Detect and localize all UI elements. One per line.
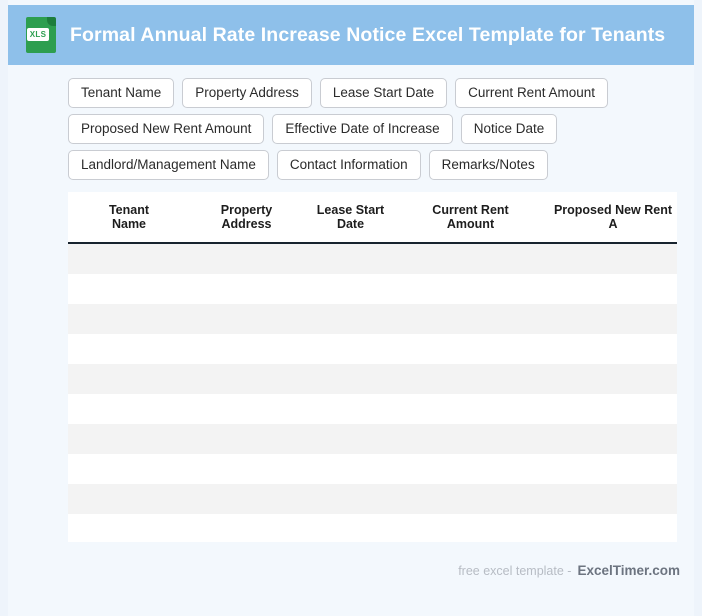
column-header-line2: A xyxy=(608,217,618,231)
table-cell[interactable] xyxy=(68,484,190,514)
field-chip-row xyxy=(68,114,638,144)
table-cell[interactable] xyxy=(398,334,543,364)
table-cell[interactable] xyxy=(398,364,543,394)
column-header-tenant-name xyxy=(68,192,190,243)
field-chip-list xyxy=(68,78,638,186)
column-header-lease-start-date xyxy=(303,192,398,243)
table-cell[interactable] xyxy=(303,454,398,484)
table-row[interactable] xyxy=(68,514,677,542)
table-cell[interactable] xyxy=(398,484,543,514)
table-cell[interactable] xyxy=(303,243,398,274)
column-header-line2: Date xyxy=(336,217,365,231)
table-cell[interactable] xyxy=(543,394,677,424)
table-cell[interactable] xyxy=(190,484,303,514)
table-cell[interactable] xyxy=(190,304,303,334)
field-chip-remarks-notes[interactable]: Remarks/Notes xyxy=(429,150,548,180)
table-cell[interactable] xyxy=(190,454,303,484)
table-row[interactable] xyxy=(68,274,677,304)
table-cell[interactable] xyxy=(68,364,190,394)
table-cell[interactable] xyxy=(303,394,398,424)
table-cell[interactable] xyxy=(68,424,190,454)
table-cell[interactable] xyxy=(303,514,398,542)
excel-icon-fold xyxy=(47,17,56,26)
table-row[interactable] xyxy=(68,394,677,424)
table-row[interactable] xyxy=(68,304,677,334)
table-cell[interactable] xyxy=(543,243,677,274)
column-header-line1: Property xyxy=(220,203,273,217)
field-chip-lease-start-date[interactable]: Lease Start Date xyxy=(320,78,447,108)
table-cell[interactable] xyxy=(543,274,677,304)
field-chip-contact-information[interactable]: Contact Information xyxy=(277,150,421,180)
table-cell[interactable] xyxy=(68,454,190,484)
table-cell[interactable] xyxy=(398,274,543,304)
field-chip-current-rent-amount[interactable]: Current Rent Amount xyxy=(455,78,608,108)
column-header-current-rent-amount xyxy=(398,192,543,243)
table-row[interactable] xyxy=(68,454,677,484)
table-cell[interactable] xyxy=(543,454,677,484)
table-cell[interactable] xyxy=(398,514,543,542)
column-header-line1: Proposed New Rent xyxy=(553,203,673,217)
field-chip-proposed-new-rent-amount[interactable]: Proposed New Rent Amount xyxy=(68,114,264,144)
table-cell[interactable] xyxy=(398,243,543,274)
table-cell[interactable] xyxy=(190,394,303,424)
table-row[interactable] xyxy=(68,334,677,364)
table-row[interactable] xyxy=(68,243,677,274)
table-cell[interactable] xyxy=(68,243,190,274)
document-header xyxy=(8,5,694,65)
column-header-line1: Current Rent xyxy=(432,203,509,217)
table-cell[interactable] xyxy=(398,394,543,424)
table-cell[interactable] xyxy=(303,304,398,334)
table-cell[interactable] xyxy=(303,274,398,304)
table-cell[interactable] xyxy=(68,334,190,364)
table-cell[interactable] xyxy=(543,484,677,514)
field-chip-row xyxy=(68,78,638,108)
data-table-container xyxy=(68,192,677,542)
table-cell[interactable] xyxy=(543,364,677,394)
column-header-property-address xyxy=(190,192,303,243)
column-header-line1: Lease Start xyxy=(316,203,385,217)
table-cell[interactable] xyxy=(190,243,303,274)
table-body xyxy=(68,243,677,542)
table-cell[interactable] xyxy=(68,514,190,542)
footer-brand[interactable]: ExcelTimer.com xyxy=(577,563,680,578)
table-cell[interactable] xyxy=(398,424,543,454)
table-cell[interactable] xyxy=(190,334,303,364)
table-cell[interactable] xyxy=(190,514,303,542)
table-cell[interactable] xyxy=(190,274,303,304)
table-cell[interactable] xyxy=(68,274,190,304)
table-cell[interactable] xyxy=(303,484,398,514)
table-cell[interactable] xyxy=(303,424,398,454)
table-row[interactable] xyxy=(68,364,677,394)
table-row[interactable] xyxy=(68,424,677,454)
table-cell[interactable] xyxy=(398,454,543,484)
column-header-line2: Name xyxy=(111,217,147,231)
table-cell[interactable] xyxy=(303,334,398,364)
page-title: Formal Annual Rate Increase Notice Excel Template for Tenants xyxy=(70,23,666,46)
excel-icon-label: XLS xyxy=(27,28,49,41)
table-cell[interactable] xyxy=(190,424,303,454)
footer xyxy=(458,563,680,578)
data-table xyxy=(68,192,677,542)
field-chip-property-address[interactable]: Property Address xyxy=(182,78,312,108)
excel-file-icon xyxy=(26,17,56,53)
table-cell[interactable] xyxy=(303,364,398,394)
table-cell[interactable] xyxy=(190,364,303,394)
column-header-line2: Amount xyxy=(446,217,495,231)
table-cell[interactable] xyxy=(543,304,677,334)
table-cell[interactable] xyxy=(68,394,190,424)
field-chip-tenant-name[interactable]: Tenant Name xyxy=(68,78,174,108)
column-header-line1: Tenant xyxy=(108,203,150,217)
table-header-row xyxy=(68,192,677,243)
footer-caption: free excel template - xyxy=(458,564,572,578)
table-cell[interactable] xyxy=(543,334,677,364)
table-row[interactable] xyxy=(68,484,677,514)
field-chip-landlord-management-name[interactable]: Landlord/Management Name xyxy=(68,150,269,180)
column-header-line2: Address xyxy=(221,217,272,231)
table-cell[interactable] xyxy=(68,304,190,334)
field-chip-notice-date[interactable]: Notice Date xyxy=(461,114,558,144)
table-cell[interactable] xyxy=(398,304,543,334)
field-chip-effective-date-of-increase[interactable]: Effective Date of Increase xyxy=(272,114,452,144)
column-header-proposed-new-rent-amount xyxy=(543,192,677,243)
table-cell[interactable] xyxy=(543,424,677,454)
field-chip-row xyxy=(68,150,638,180)
table-cell[interactable] xyxy=(543,514,677,542)
